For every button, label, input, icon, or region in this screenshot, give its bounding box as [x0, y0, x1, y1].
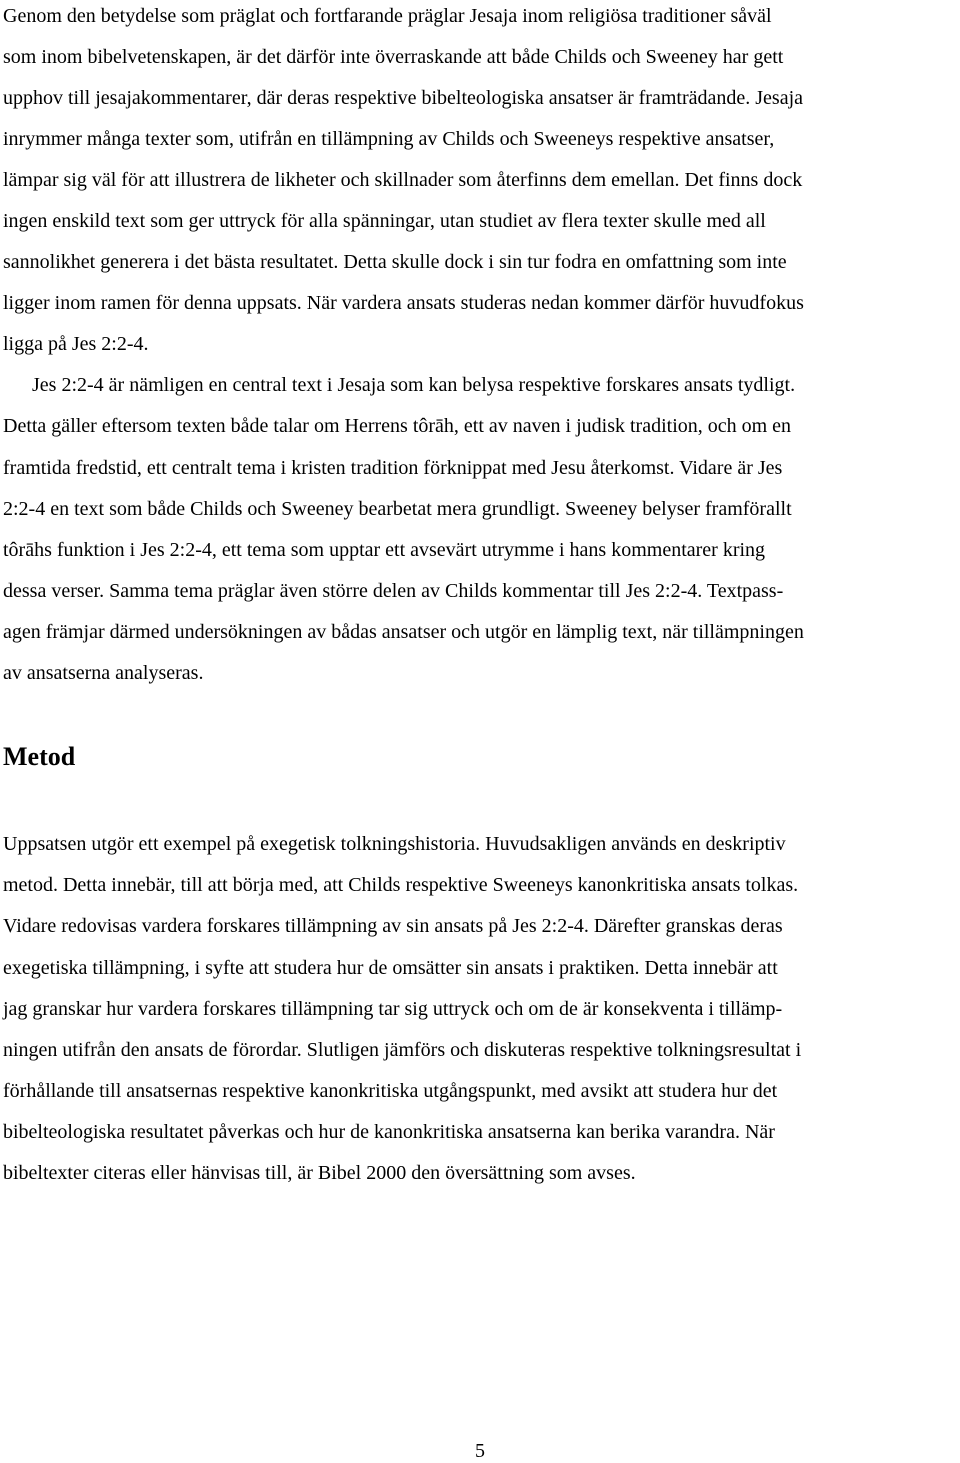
text-line: metod. Detta innebär, till att börja med, att Childs respektive Sweeneys kanonkritiska ansats tolkas.: [3, 874, 799, 896]
text-line: sannolikhet generera i det bästa resultatet. Detta skulle dock i sin tur fodra en omfattning som inte: [3, 251, 787, 273]
text-line: ingen enskild text som ger uttryck för alla spänningar, utan studiet av flera texter skulle med all: [3, 210, 766, 232]
text-line: ningen utifrån den ansats de förordar. Slutligen jämförs och diskuteras respektive tolkningsresultat i: [3, 1039, 802, 1061]
text-line: Uppsatsen utgör ett exempel på exegetisk tolkningshistoria. Huvudsakligen används en deskriptiv: [3, 833, 786, 855]
text-line: förhållande till ansatsernas respektive kanonkritiska utgångspunkt, med avsikt att studera hur det: [3, 1080, 778, 1102]
text-line: 2:2-4 en text som både Childs och Sweeney bearbetat mera grundligt. Sweeney belyser framförallt: [3, 498, 792, 520]
text-line: framtida fredstid, ett centralt tema i kristen tradition förknippat med Jesu återkomst. Vidare är Jes: [3, 457, 783, 479]
text-line: upphov till jesajakommentarer, där deras respektive bibelteologiska ansatser är framträdande. Jesaja: [3, 87, 803, 109]
text-line: av ansatserna analyseras.: [3, 662, 204, 684]
text-line: tôrāhs funktion i Jes 2:2-4, ett tema som upptar ett avsevärt utrymme i hans kommentarer kring: [3, 539, 766, 561]
text-line: Detta gäller eftersom texten både talar om Herrens tôrāh, ett av naven i judisk tradition, och om en: [3, 415, 792, 437]
text-line: bibelteologiska resultatet påverkas och hur de kanonkritiska ansatserna kan berika varandra. När: [3, 1121, 775, 1143]
text-line: bibeltexter citeras eller hänvisas till, är Bibel 2000 den översättning som avses.: [3, 1162, 636, 1184]
text-line: exegetiska tillämpning, i syfte att studera hur de omsätter sin ansats i praktiken. Detta innebär att: [3, 957, 778, 979]
text-line: Genom den betydelse som präglat och fortfarande präglar Jesaja inom religiösa traditioner såväl: [3, 5, 772, 27]
section-heading: Metod: [3, 742, 76, 771]
text-line: ligga på Jes 2:2-4.: [3, 333, 149, 355]
text-line: som inom bibelvetenskapen, är det därför inte överraskande att både Childs och Sweeney har gett: [3, 46, 784, 68]
text-line: Vidare redovisas vardera forskares tillämpning av sin ansats på Jes 2:2-4. Därefter granskas deras: [3, 915, 783, 937]
text-line: inrymmer många texter som, utifrån en tillämpning av Childs och Sweeneys respektive ansatser,: [3, 128, 775, 150]
text-line: lämpar sig väl för att illustrera de likheter och skillnader som återfinns dem emellan. Det finns dock: [3, 169, 803, 191]
page-number: 5: [475, 1440, 485, 1462]
text-line: jag granskar hur vardera forskares tillämpning tar sig uttryck och om de är konsekventa i tillämp-: [3, 998, 783, 1020]
text-line: dessa verser. Samma tema präglar även större delen av Childs kommentar till Jes 2:2-4. Textpass-: [3, 580, 784, 602]
text-line: ligger inom ramen för denna uppsats. När vardera ansats studeras nedan kommer därför huvudfokus: [3, 292, 804, 314]
text-line: Jes 2:2-4 är nämligen en central text i Jesaja som kan belysa respektive forskares ansats tydligt.: [32, 374, 796, 396]
text-line: agen främjar därmed undersökningen av bådas ansatser och utgör en lämplig text, när tillämpningen: [3, 621, 804, 643]
